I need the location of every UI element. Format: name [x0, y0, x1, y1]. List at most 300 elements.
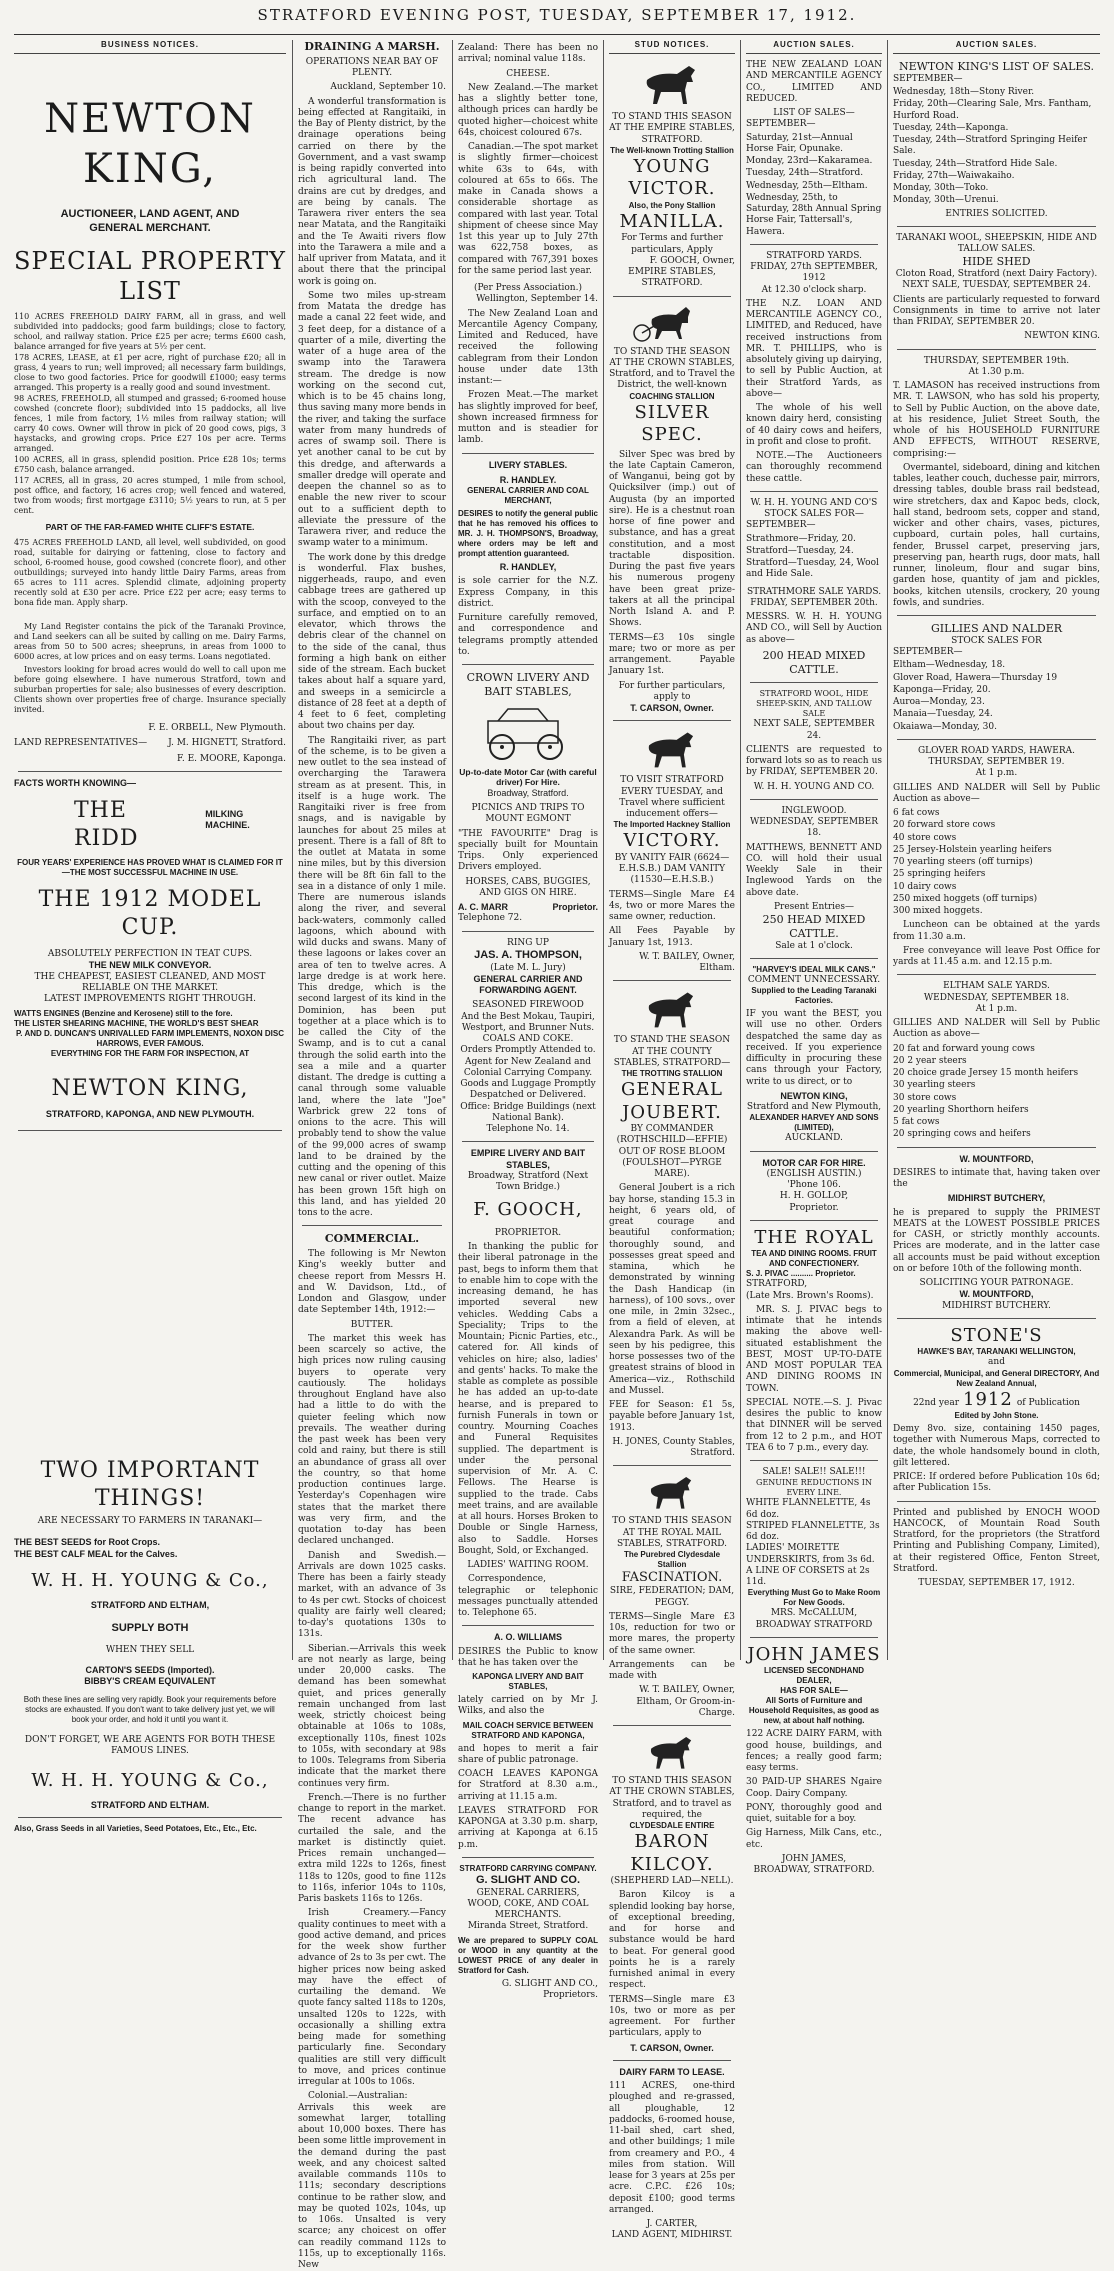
wed18: WEDNESDAY, SEPTEMBER 18. — [749, 817, 879, 839]
horse-icon — [637, 987, 707, 1031]
friday20: FRIDAY, SEPTEMBER 20th. — [750, 597, 878, 608]
column-divider — [603, 40, 604, 1660]
stand-text: TO STAND THE SEASON AT THE COUNTY STABLES, STRATFORD— — [613, 1035, 731, 1068]
cheese-heading: CHEESE. — [506, 68, 550, 79]
four-years-text: FOUR YEARS' EXPERIENCE HAS PROVED WHAT IS CLAIMED FOR IT—THE MOST SUCCESSFUL MACHINE IN USE. — [17, 858, 283, 878]
trotting-text: THE TROTTING STALLION — [621, 1069, 723, 1078]
column-stud-notices — [609, 40, 735, 2241]
column-divider — [452, 40, 453, 1660]
coals-coke: COALS AND COKE. — [482, 1034, 574, 1044]
thursday19b: THURSDAY, SEPTEMBER 19. — [928, 757, 1065, 767]
coach-leaves: COACH LEAVES KAPONGA for Stratford at 8.30 a.m., arriving at 11.15 a.m. — [458, 1769, 598, 1802]
butter-paragraph: Irish Creamery.—Fancy quality continues to meet with a good active demand, and prices for the week show further advance of 2s to 3s per cwt. The higher prices now being asked may have the effect of curtailing the demand. We quote fancy salted 118s to 120s, unsalted 120s to 122s, with occasionally a shilling extra being made for something particularly fine. Secondary qualities are still very difficult to move, and prices continue irregular at 100s to 106s. — [298, 1908, 446, 2087]
seasoned-firewood: SEASONED FIREWOOD — [472, 1000, 584, 1011]
butter-paragraph: The market this week has been scarcely so active, the high prices now ruling causing buyers to operate very cautiously. The holidays throughout England have also had a little to do with the quieter feeling which now prevails. The weather during the past week has been very cold and rainy, but there is still an abundance of grass all over the country, so that home production continues large. Yesterday's Copenhagen wire states that the market there was very firm, and the quotation to-day has been declared unchanged. — [298, 1333, 446, 1547]
marr-row — [458, 902, 598, 913]
lot-item: 20 forward store cows — [893, 820, 996, 831]
goods-text: Goods and Luggage Promptly Despatched or Delivered. — [460, 1079, 596, 1101]
coaching-text: COACHING STALLION — [629, 391, 715, 401]
lot-item: 70 yearling steers (off turnips) — [893, 857, 1033, 867]
dont-forget: DON'T FORGET, WE ARE AGENTS FOR BOTH THESE FAMOUS LINES. — [24, 1735, 276, 1757]
glover-heading: GLOVER ROAD YARDS, HAWERA. — [917, 745, 1076, 756]
fgooch-heading: F. GOOCH, — [473, 1199, 583, 1221]
date-footer: TUESDAY, SEPTEMBER 17, 1912. — [918, 1578, 1075, 1588]
whyoung-heading: W. H. H. YOUNG AND CO'S — [750, 497, 878, 508]
strat-eltham: STRATFORD AND ELTHAM, — [90, 1600, 210, 1611]
article-paragraph: A wonderful transformation is being effected at Rangitaiki, in the Bay of Plenty district, by the drainage operations being carried on there by the Government, and a vast swamp is being rapidly converted into rich agricultural land. The drains are cut by dredges, and are being by canals. The Tarawera river enters the sea near Matata, and the Rangitaiki and the Te Awaiti rivers flow into the Tarawera a mile and a half upriver from Matata, and it about there that the principal work is going on. — [298, 96, 446, 287]
terms-text: For Terms and further particulars, Apply — [621, 233, 723, 255]
clients-text: CLIENTS are requested to forward lots so as to reach us by FRIDAY, SEPTEMBER 20. — [746, 744, 882, 778]
estate-text: 475 ACRES FREEHOLD LAND, all level, well subdivided, on good road, suitable for dairying or fattening, close to factory and school, 6-roomed house, good cowshed (concrete floor), and other outbuildings; surveyed into handy little Dairy Farms, areas from 65 acres to 111 acres. Splendid climate, adjoining property recently sold at £30 per acre. Price £22 per acre; easy terms to bona fide man. Apply sharp. — [14, 538, 286, 608]
supply-both: SUPPLY BOTH — [111, 1621, 189, 1634]
masthead: STRATFORD EVENING POST, TUESDAY, SEPTEMBER 17, 1912. — [257, 6, 857, 24]
lot-item: 10 dairy cows — [893, 881, 957, 892]
dairy-para: 111 ACRES, one-third ploughed and re-grassed, all ploughable, 12 paddocks, 6-roomed house, 11-bail shed, cart shed, and other buildings; 1 mile from creamery and P.O., 4 miles from station. Will lease for 3 years at 25s per acre. C.P.C. £26 10s; deposit £100; good terms arranged. — [609, 2081, 735, 2215]
lister-text: THE LISTER SHEARING MACHINE, THE WORLD'S BEST SHEAR — [14, 1019, 259, 1029]
article-paragraph: Some two miles up-stream from Matata the dredge has made a canal 22 feet wide, and 3 feet deep, for a distance of a quarter of a mile, diverting the water of a huge area of the swamp into the Tarawera stream. The dredge is now working on the second cut, which is to be 45 chains long, thus saving many more bends in the river, and taking the surface water from many hundreds of acres of swamp soil. There is yet another canal to be cut by this dredge, and afterwards a smaller dredge will operate and deepen the channel so as to enable the new river to scour out to a sufficient depth to alleviate the pressure of the Tarawera river, and reduce the swamp water to a minimum. — [298, 290, 446, 549]
messrs-text: MESSRS. W. H. H. YOUNG AND CO., will Sell by Auction as above— — [746, 612, 882, 645]
note-text: NOTE.—The Auctioneers can thoroughly recommend these cattle. — [746, 451, 882, 484]
leaves-strat: LEAVES STRATFORD FOR KAPONGA at 3.30 p.m. sharp, arriving at Kaponga at 6.15 p.m. — [458, 1805, 598, 1850]
thompson-name: JAS. A. THOMPSON, — [474, 948, 582, 961]
sale-list — [746, 534, 882, 581]
column-draining-marsh — [298, 40, 446, 2270]
jj-name: JOHN JAMES, — [781, 1853, 847, 1864]
at1pm2: At 1 p.m. — [975, 1003, 1018, 1014]
commercial-dir: Commercial, Municipal, and General DIRECTORY, And New Zealand Annual, — [893, 1368, 1100, 1388]
lot-item: 20 springing cows and heifers — [893, 1129, 1031, 1140]
september-label: SEPTEMBER— — [746, 520, 816, 531]
butter-paragraph: Colonial.—Australian: Arrivals this week are somewhat larger, totalling about 10,000 boxes. There has been some little improvement in the demand during the past week, and any choicest salted available commands 110s to 111s; secondary descriptions continue to be rather slow, and may be quoted 102s, 104s, up to 106s. Unsalted is very scarce; any choicest on offer can readily command 112s to 115s, up to exceptionally 116s. New — [298, 2091, 446, 2270]
prepared-text: he is prepared to supply the PRIMEST MEATS at the LOWEST POSSIBLE PRICES for CASH, or strictly monthly accounts. Prices are moderate, and in the latter case all accounts must be paid without exception on or before 10th of the following month. — [893, 1207, 1100, 1274]
when-sell: WHEN THEY SELL — [105, 1645, 195, 1656]
sale-item: Wednesday, 25th—Eltham. — [746, 180, 868, 191]
broadway-strat2: BROADWAY, STRATFORD. — [753, 1865, 875, 1875]
commercial-intro: The following is Mr Newton King's weekly butter and cheese report from Messrs H. and W. Davidson, Ltd., of London and Glasgow, under date September 14th, 1912:— — [298, 1249, 446, 1316]
two-things-heading: TWO IMPORTANT THINGS! — [40, 1458, 260, 1511]
desires-notify: DESIRES to notify the general public that he has removed his offices to MR. J. H. THOMPSON'S, Broadway, where orders may be left and prompt attention guaranteed. — [458, 509, 598, 558]
wool-heading: STRATFORD WOOL, HIDE SHEEP-SKIN, AND TALLOW SALE — [756, 689, 872, 719]
sale-item: Tuesday, 24th—Stratford Springing Heifer Sale. — [893, 135, 1088, 157]
ring-up: RING UP — [507, 937, 549, 948]
butter-paragraph: Danish and Swedish.—Arrivals are down 1025 casks. There has been a fairly steady market, with an advance of 3s to 4s per cwt. Stocks of choicest quality are fairly well cleared; to-day's quotations 130s to 131s. — [298, 1550, 446, 1640]
broadway-strat: BROADWAY STRATFORD — [755, 1619, 873, 1630]
spec-para: Silver Spec was bred by the late Captain Cameron, of Wanganui, being got by Quicksilver (imp.) out of Augusta (by an imported sire). He is a chestnut roan horse of fine power and substance, and has a great constitution, and a most tractable disposition. During the past five years his numerous progeny have been great prize-takers at all the principal North Island A. and P. Shows. — [609, 449, 735, 629]
joubert-fee: FEE for Season: £1 5s, payable before January 1st, 1913. — [609, 1400, 735, 1433]
edited-by: Edited by John Stone. — [954, 1411, 1039, 1420]
sale-list — [893, 660, 1100, 733]
butter-paragraph: Siberian.—Arrivals this week are not nearly as large, being under 20,000 casks. The demand has been somewhat quiet, and prices generally remain unchanged from last week, strictly choicest being obtainable at 106s to 108s, exceptionally 110s, finest 102s to 105s, with secondary at 98s to 100s. Telegrams from Siberia indicate that the market there continues very firm. — [298, 1643, 446, 1789]
sale-item: Strathmore—Friday, 20. — [746, 533, 856, 544]
gn-sell: GILLIES AND NALDER will Sell by Public Auction as above— — [893, 782, 1100, 804]
slight-sig: G. SLIGHT AND CO., — [501, 1978, 598, 1989]
carson-owner: T. CARSON, Owner. — [630, 703, 714, 713]
bailey-owner: W. T. BAILEY, Owner, Eltham. — [639, 951, 735, 973]
nk-list-heading: NEWTON KING'S LIST OF SALES. — [898, 60, 1095, 73]
september-label: SEPTEMBER— — [746, 119, 816, 130]
horses-cabs: HORSES, CABS, BUGGIES, AND GIGS ON HIRE. — [465, 876, 591, 898]
gillies-heading: GILLIES AND NALDER — [930, 622, 1063, 635]
manilla-heading: MANILLA. — [619, 210, 725, 232]
sole-carrier: is sole carrier for the N.Z. Express Company, in this district. — [458, 576, 598, 609]
lamason-text: T. LAMASON has received instructions from MR. T. LAWSON, who has sold his property, to Sell by Public Auction, on the above date, at his residence, Juliet Street South, the whole of his HOUSEHOLD FURNITURE AND EFFECTS, WITHOUT RESERVE, comprising:— — [893, 381, 1100, 459]
victory-terms: TERMS—Single Mare £4 4s, two or more Mares the same owner, reduction. — [609, 889, 735, 922]
of-publication: of Publication — [1016, 1397, 1080, 1408]
sale-line: LADIES' MOIRETTE UNDERSKIRTS, from 3s 6d. — [746, 1543, 875, 1565]
furniture-list: Overmantel, sideboard, dining and kitchen tables, leather couch, duchesse pair, mirrors, dressing tables, double brass rail bedstead, wire stretchers, dax and Kapoc beds, clock, hall stand, bedroom sets, copper and stand, wicker and other chairs, vases, pictures, cupboard, curtain poles, hall curtains, fender, Brussel carpet, preserving jars, preserving pan, hearth rugs, door mats, hall runner, linoleum, flour and sugar bins, garden hose, quantity of jam and pickles, books, kitchen utensils, crockery, 20 young fowls, and sundries. — [893, 462, 1100, 608]
sale-heading: SALE! SALE!! SALE!!! — [762, 1467, 866, 1477]
motor-hire: MOTOR CAR FOR HIRE. — [762, 1157, 866, 1168]
sale-item: Tuesday, 24th—Stratford Hide Sale. — [893, 158, 1058, 169]
dairy-lease-heading: DAIRY FARM TO LEASE. — [619, 2066, 725, 2077]
harvey-heading: "HARVEY'S IDEAL MILK CANS." — [752, 964, 876, 974]
stones-heading: STONE'S — [950, 1324, 1043, 1346]
baron-heading: BARON KILCOY. — [630, 1831, 714, 1875]
stock-sales: STOCK SALES FOR— — [764, 509, 864, 519]
wood-coke: WOOD, COKE, AND COAL MERCHANTS. — [467, 1898, 589, 1920]
cheese-paragraph: New Zealand.—The market has a slightly better tone, although prices can hardly be quoted higher—choicest white 64s, choicest coloured 67s. — [458, 82, 598, 138]
article-paragraph: The Rangitaiki river, as part of the scheme, is to be given a new outlet to the sea instead of overcharging the Tarawera stream as at present. This, in itself is a huge work. The Rangitaiki river is free from snags, and is navigable by launches for about 25 miles at present. There is a fall of 8ft to the outlet at Matata in some nine miles, but by this diversion there will be 8ft 6in fall to the sea in a distance of only 1 mile. There are numerous islands along the river, and several back-waters, commonly called lagoons, which abound with wild ducks and swans. Many of these lagoons or lakes cover an area of ten to twelve acres. A large dredge is at work here. This dredge, which is the second largest of its kind in the Dominion, has been put together at a place which is to be called the City of the Swamp, and is to cut a canal through the solid earth into the sea a mile and a quarter distant. The dredge is cutting a canal through some valuable land, where the late "Joe" Warbrick grew 22 tons of onions to the acre. This will probably tend to show the value of the 99,000 acres of swamp land to be drained by the cutting and the opening of this new canal or river outlet. Maize has been grown 15ft high on this land, and has yielded 20 tons to the acre. — [298, 735, 446, 1218]
carson-owner2: T. CARSON, Owner. — [630, 2042, 714, 2053]
shepherd-text: (SHEPHERD LAD—NELL). — [610, 1876, 734, 1886]
harvey-sons: ALEXANDER HARVEY AND SONS (LIMITED), — [749, 1113, 879, 1133]
sale-item: Friday, 27th—Waiwakaiho. — [893, 170, 1015, 181]
handley-name: R. HANDLEY. — [499, 474, 557, 485]
young-victor-heading: YOUNG VICTOR. — [628, 155, 716, 200]
sale-item: Stratford—Tuesday, 24, Wool and Hide Sale. — [746, 558, 879, 580]
frozen-meat-text: Frozen Meat.—The market has slightly improved for beef, shown increased firmness for mutton and is steadier for lamb. — [458, 390, 598, 446]
matthews-text: MATTHEWS, BENNETT AND CO. will hold their usual Weekly Sale in their Inglewood Yards on the above date. — [746, 842, 882, 898]
and-text: and — [988, 1357, 1005, 1368]
sale-item: Manaia—Tuesday, 24. — [893, 709, 993, 720]
locations-text: STRATFORD, KAPONGA, AND NEW PLYMOUTH. — [45, 1108, 255, 1119]
column-commercial-livery — [458, 40, 598, 2000]
present-entries: Present Entries— — [773, 901, 854, 912]
strat-eltham2: STRATFORD AND ELTHAM. — [90, 1800, 210, 1811]
acre122: 122 ACRE DAIRY FARM, with good house, buildings, and fences; a really good farm; easy terms. — [746, 1729, 882, 1773]
late-jury: (Late M. L. Jury) — [490, 962, 566, 973]
at130: At 1.30 p.m. — [968, 366, 1025, 377]
pony-text: Also, the Pony Stallion — [628, 200, 716, 210]
john-james-heading: JOHN JAMES — [747, 1643, 881, 1665]
column-divider — [740, 40, 741, 1660]
stand-text: TO STAND THE SEASON AT THE CROWN STABLES, Stratford, and to Travel the District, the well-known — [609, 346, 735, 391]
sale-item: Friday, 20th—Clearing Sale, Mrs. Fantham, Hurford Road. — [893, 99, 1092, 121]
english-austin: (ENGLISH AUSTIN.) — [766, 1168, 862, 1179]
nk-name: NEWTON KING, — [780, 1090, 848, 1101]
property-item: 110 ACRES FREEHOLD DAIRY FARM, all in grass, and well subdivided into paddocks; good farm buildings; close to factory, school, and railway station. Price £25 per acre; terms £600 cash, balance arranged for five years at 5½ per cent. — [14, 311, 286, 351]
head250: 250 HEAD MIXED CATTLE. — [762, 913, 866, 940]
clydesdale-text: The Purebred Clydesdale Stallion — [623, 1550, 721, 1569]
phone106: 'Phone 106. — [787, 1180, 841, 1190]
mountford-sig: W. MOUNTFORD, — [959, 1289, 1034, 1300]
newton-king-heading: NEWTON KING, — [44, 96, 256, 192]
strat-np: Stratford and New Plymouth, — [746, 1102, 882, 1112]
milking-label: MILKING MACHINE. — [205, 809, 250, 831]
whyoung-heading: W. H. H. YOUNG & Co., — [31, 1569, 269, 1591]
horse-cart-icon — [632, 303, 712, 343]
inglewood: INGLEWOOD. — [781, 805, 847, 816]
lot-item: 6 fat cows — [893, 808, 940, 818]
land-agent: LAND AGENT, MIDHIRST. — [611, 2230, 733, 2241]
draining-title: DRAINING A MARSH. — [304, 40, 440, 53]
midhirst-sig: MIDHIRST BUTCHERY. — [942, 1300, 1051, 1311]
fascination-heading: FASCINATION. — [621, 1570, 723, 1585]
sale-line: STRIPED FLANNELETTE, 3s 6d doz. — [746, 1520, 880, 1542]
nk-sig: NEWTON KING. — [1024, 331, 1100, 342]
entries-solicited: ENTRIES SOLICITED. — [945, 208, 1048, 219]
sale-item: Monday, 23rd—Kakaramea. — [746, 156, 873, 166]
carter-name: J. CARTER, — [646, 2219, 698, 2229]
proprietor-label: Proprietor. — [789, 1202, 839, 1213]
victory-heading: VICTORY. — [623, 830, 721, 852]
silver-spec-heading: SILVER SPEC. — [634, 401, 710, 445]
year-1912: 1912 — [963, 1388, 1013, 1410]
blank-space — [14, 1137, 286, 1457]
column-header: BUSINESS NOTICES. — [14, 40, 286, 54]
comment-text: COMMENT UNNECESSARY. — [747, 974, 881, 985]
conveyance: Free conveyance will leave Post Office for yards at 11.45 a.m. and 12.15 p.m. — [893, 945, 1100, 967]
has-sale: HAS FOR SALE— — [780, 1686, 848, 1696]
visit-text: TO VISIT STRATFORD EVERY TUESDAY, and Travel where sufficient inducement offers— — [619, 775, 725, 819]
sale-list — [893, 87, 1100, 207]
paid-up: 30 PAID-UP SHARES Ngaire Coop. Dairy Company. — [746, 1777, 882, 1799]
victory-by: BY VANITY FAIR (6624—E.H.S.B.) DAM VANITY (11530—E.H.S.B.) — [614, 852, 730, 886]
sale-item: Monday, 30th—Toko. — [893, 183, 989, 193]
hackney-text: The Imported Hackney Stallion — [613, 820, 731, 830]
empire-strat: EMPIRE STABLES, STRATFORD. — [628, 267, 716, 289]
stock-sales: STOCK SALES FOR — [951, 635, 1042, 646]
sale-line: A LINE OF CORSETS at 2s 11d. — [746, 1565, 870, 1587]
hawkes-text: HAWKE'S BAY, TARANAKI WELLINGTON, — [917, 1347, 1076, 1357]
nzloan-heading: THE NEW ZEALAND LOAN AND MERCANTILE AGENCY CO., LIMITED AND REDUCED. — [746, 60, 882, 104]
clients-text: Clients are particularly requested to forward Consignments in time to arrive not later than FRIDAY, SEPTEMBER 20. — [893, 294, 1100, 327]
sale-item: Auroa—Monday, 23. — [893, 697, 985, 707]
cartons-text: CARTON'S SEEDS (Imported). — [85, 1664, 215, 1675]
facts-heading: FACTS WORTH KNOWING— — [14, 777, 136, 788]
proprietor-label2: PROPRIETOR. — [494, 1227, 562, 1238]
sale-item: Wednesday, 25th, to Saturday, 28th Annual Spring Horse Fair, Tattersall's, Hawera. — [746, 192, 882, 237]
wed18: WEDNESDAY, SEPTEMBER 18. — [923, 992, 1070, 1003]
gooch-owner: F. GOOCH, Owner, — [649, 255, 735, 266]
sale-line: WHITE FLANNELETTE, 4s 6d doz. — [746, 1498, 871, 1520]
property-item: 100 ACRES, all in grass, splendid position. Price £28 10s; terms £750 cash, balance arranged. — [14, 454, 286, 474]
mountford-heading: W. MOUNTFORD, — [959, 1153, 1034, 1164]
lot-item: 25 springing heifers — [893, 869, 986, 880]
necessary-text: ARE NECESSARY TO FARMERS IN TARANAKI— — [37, 1516, 263, 1527]
sale-item: Eltham—Wednesday, 18. — [893, 660, 1006, 671]
slight-heading: G. SLIGHT AND CO. — [475, 1873, 581, 1886]
orders-text: Orders Promptly Attended to. — [460, 1045, 596, 1056]
general-carrier: GENERAL CARRIER AND COAL MERCHANT, — [467, 486, 589, 505]
lot-item: 20 choice grade Jersey 15 month heifers — [893, 1068, 1079, 1078]
pony-text: PONY, thoroughly good and quiet, suitable for a boy. — [746, 1802, 882, 1824]
horse-icon — [637, 1472, 707, 1512]
seeds-text: THE BEST SEEDS for Root Crops. — [14, 1537, 161, 1548]
next-sale: NEXT SALE, TUESDAY, SEPTEMBER 24. — [902, 280, 1091, 291]
nk2-heading: NEWTON KING, — [51, 1076, 249, 1102]
draining-subtitle: OPERATIONS NEAR BAY OF PLENTY. — [305, 56, 439, 78]
prepared-text: We are prepared to SUPPLY COAL or WOOD in any quantity at the LOWEST PRICE of any dealer in Stratford for Cash. — [458, 1935, 598, 1975]
next-sale: NEXT SALE, SEPTEMBER 24. — [753, 719, 875, 741]
office-text: Office: Bridge Buildings (next National Bank). — [460, 1101, 596, 1123]
special-note: SPECIAL NOTE.—S. J. Pivac desires the public to know that DINNER will be served from 12 to 2 p.m., and HOT TEA 6 to 7 p.m., every day. — [746, 1397, 882, 1453]
sale-list — [746, 133, 882, 238]
motor-car-text: Up-to-date Motor Car (with careful driver) For Hire. — [459, 766, 597, 788]
thursday19: THURSDAY, SEPTEMBER 19th. — [923, 355, 1070, 366]
cheese-paragraph: Canadian.—The spot market is slightly firmer—choicest white 63s to 64s, with coloured at 65s to 66s. The make in Canada shows a considerable shortage as compared with last year. Total shipment of cheese since May 1st this year up to July 27th was 622,758 boxes, as compared with 767,391 boxes for the same period last year. — [458, 142, 598, 276]
eltham-list — [893, 1044, 1100, 1141]
desires-text: DESIRES to intimate that, having taken over the — [893, 1167, 1100, 1189]
head200: 200 HEAD MIXED CATTLE. — [762, 648, 866, 676]
price-text: PRICE: If ordered before Publication 10s 6d; after Publication 15s. — [893, 1472, 1100, 1494]
next-bridge: Broadway, Stratford (Next Town Bridge.) — [467, 1170, 589, 1192]
lot-item: 20 fat and forward young cows — [893, 1043, 1035, 1054]
model-cup-heading: THE 1912 MODEL CUP. — [38, 887, 262, 940]
column-header: STUD NOTICES. — [609, 40, 735, 54]
jones-sig: H. JONES, County Stables, Stratford. — [612, 1436, 735, 1458]
lot-item: 300 mixed hoggets. — [893, 906, 983, 916]
pivac-name: S. J. PIVAC .......... Proprietor. — [746, 1269, 856, 1279]
column-header: AUCTION SALES. — [746, 40, 882, 54]
column-auction-sales-2 — [893, 40, 1100, 1662]
luncheon: Luncheon can be obtained at the yards from 11.30 a.m. — [893, 920, 1100, 942]
joubert-para: General Joubert is a rich bay horse, standing 15.3 in height, 6 years old, of great courage and beautiful conformation; thoroughly sound, and possesses great speed and stamina, which he demonstrated by winning the Dash Handicap (in harness), of 100 sovs., over one mile, in 2min 32sec., from a field of eleven, at Alexandra Park. As will be seen by his pedigree, this horse possesses two of the greatest strains of blood in America—viz., Rothschild and Mussel. — [609, 1183, 735, 1396]
wellknown-text: The Well-known Trotting Stallion — [610, 145, 734, 155]
bailey-owner2: W. T. BAILEY, Owner, Eltham, Or Groom-in-Charge. — [636, 1685, 735, 1718]
favourite-text: "THE FAVOURITE" Drag is specially built for Mountain Trips. Only experienced Drivers employed. — [458, 828, 598, 873]
livery-header: LIVERY STABLES. — [488, 459, 568, 470]
lot-item: 250 mixed hoggets (off turnips) — [893, 893, 1038, 904]
desires-public: DESIRES the Public to know that he has taken over the — [458, 1646, 598, 1668]
lot-item: 20 2 year steers — [893, 1055, 967, 1066]
sale-item: Okaiawa—Monday, 30. — [893, 721, 997, 732]
strathmore-heading: STRATHMORE SALE YARDS. — [746, 586, 882, 597]
handley-name2: R. HANDLEY, — [499, 562, 557, 572]
lot-item: 25 Jersey-Holstein yearling heifers — [893, 844, 1052, 855]
telephone-14: Telephone No. 14. — [486, 1124, 570, 1134]
spec-terms: TERMS—£3 10s single mare; two or more as per arrangement. Payable January 1st. — [609, 632, 735, 677]
fasc-terms: TERMS—Single Mare £3 10s, reduction for two or more mares, the property of the same owner. — [609, 1611, 735, 1656]
horse-icon — [637, 60, 707, 108]
glover-list — [893, 808, 1100, 917]
whyoung-co: W. H. H. YOUNG AND CO. — [753, 781, 875, 792]
stand-text: TO STAND THIS SEASON AT THE EMPIRE STABLES, STRATFORD. — [609, 112, 735, 145]
arrangements-text: Arrangements can be made with — [609, 1659, 735, 1681]
property-list — [14, 312, 286, 516]
printed-text: Printed and published by ENOCH WOOD HANCOCK, of Mountain Road South Stratford, for the proprietors (the Stratford Printing and Publishing Company, Limited), at their registered Office, Fenton Street, Stratford. — [893, 1507, 1100, 1574]
everything-go: Everything Must Go to Make Room For New Goods. — [747, 1588, 881, 1608]
soliciting: SOLICITING YOUR PATRONAGE. — [919, 1278, 1074, 1288]
register-text: My Land Register contains the pick of the Taranaki Province, and Land seekers can all be suited by calling on me. Dairy Farms, areas from 50 to 500 acres; sheepruns, in areas from 1000 to 6000 acres, at low prices and on easy terms. Loans negotiated. — [14, 622, 286, 662]
ladies-waiting: LADIES' WAITING ROOM. — [467, 1560, 589, 1570]
lot-item: 30 store cows — [893, 1092, 957, 1103]
auckland: AUCKLAND. — [785, 1133, 843, 1144]
lot-item: 40 store cows — [893, 832, 957, 843]
hide-shed: HIDE SHED — [962, 255, 1031, 269]
motor-car-icon — [468, 703, 588, 763]
whyoung2-heading: W. H. H. YOUNG & Co., — [31, 1769, 269, 1791]
late-brown: (Late Mrs. Brown's Rooms). — [746, 1290, 874, 1301]
kaponga-livery: KAPONGA LIVERY AND BAIT STABLES, — [472, 1672, 584, 1691]
clyde-entire: CLYDESDALE ENTIRE — [629, 1821, 715, 1830]
horse-icon — [637, 1732, 707, 1772]
at1230: At 12.30 o'clock sharp. — [761, 284, 867, 295]
best-mokau: And the Best Mokau, Taupiri, Westport, and Brunner Nuts. — [461, 1011, 595, 1033]
friday27: FRIDAY, 27th SEPTEMBER, 1912 — [750, 262, 878, 284]
all-sorts: All Sorts of Furniture and Household Requisites, as good as new, at about half nothing. — [748, 1696, 880, 1726]
september-label: SEPTEMBER— — [893, 647, 963, 657]
moore-sig: F. E. MOORE, Kaponga. — [177, 753, 286, 764]
property-item: 98 ACRES, FREEHOLD, all stumped and grassed; 6-roomed house cowshed (concrete floor); subdivided into 15 paddocks, all live fences, 1 mile from factory, 1½ miles from railway station; will carry 40 cows. Owner will throw in pick of 20 good cows, pigs, 3 haystacks, and growing crops. Price £27 10s per acre. Terms arranged. — [14, 393, 286, 453]
stand-text: TO STAND THIS SEASON AT THE ROYAL MAIL STABLES, STRATFORD. — [612, 1516, 732, 1549]
masthead-rule — [14, 34, 1100, 35]
cheese-paragraph: Zealand: There has been no arrival; nominal value 118s. — [458, 43, 598, 65]
sire-text: SIRE, FEDERATION; DAM, PEGGY. — [609, 1586, 735, 1608]
thanking-text: In thanking the public for their liberal patronage in the past, begs to inform them that to enable him to cope with the increasing demand, he has imported several new vehicles. Wedding Cabs a Speciality; Trips to the Mountain; Picnic Parties, etc., catered for. All kinds of vehicles on hire; also, ladies' and gents' hacks. To make the stable as complete as possible he has added an up-to-date hearse, and is prepared to furnish Funerals in town or country. Mourning Coaches and Funeral Requisites supplied. The department is under the personal supervision of Mr. A. C. Fellows. The Hearse is supplied to the trade. Cabs meet trains, and are available at all hours. Horses Broken to Double or Single Harness, also to Saddle. Horses Bought, Sold, or Exchanged. — [458, 1242, 598, 1556]
wellington-dateline: Wellington, September 14. — [476, 294, 598, 305]
proprietor-label: Proprietor. — [552, 902, 598, 912]
nz-loan-text: The New Zealand Loan and Mercantile Agency Company, Limited and Reduced, have received the following cablegram from their London house under date 13th instant:— — [458, 308, 598, 386]
both-lines-text: Both these lines are selling very rapidly. Book your requirements before stocks are exhausted. If you don't want to take delivery just yet, we will book your order, and hold it until you want it. — [23, 1695, 277, 1725]
aowilliams-name: A. O. WILLIAMS — [494, 1632, 562, 1643]
land-reps — [14, 738, 286, 749]
gig-text: Gig Harness, Milk Cans, etc., etc. — [746, 1828, 882, 1850]
subtitle: AUCTIONEER, LAND AGENT, AND GENERAL MERCHANT. — [60, 208, 240, 234]
sale1: Sale at 1 o'clock. — [775, 940, 853, 951]
royal-heading: THE ROYAL — [754, 1226, 874, 1248]
and-hopes: and hopes to merit a fair share of public patronage. — [458, 1743, 598, 1765]
sale-item: Tuesday, 24th—Stratford. — [746, 168, 864, 179]
genuine-reductions: GENUINE REDUCTIONS IN EVERY LINE. — [756, 1478, 872, 1498]
column-divider — [887, 40, 888, 1660]
further-text: For further particulars, apply to — [618, 680, 726, 702]
column-business-notices — [14, 40, 286, 1834]
sale-item: Glover Road, Hawera—Thursday 19 — [893, 672, 1058, 683]
lately-text: lately carried on by Mr J. Wilks, and also the — [458, 1695, 598, 1717]
hignett-sig: J. M. HIGNETT, Stratford. — [168, 738, 286, 749]
horse-icon — [637, 727, 707, 771]
general-forwarding: GENERAL CARRIER AND FORWARDING AGENT. — [473, 973, 583, 995]
duncan-text: P. AND D. DUNCAN'S UNRIVALLED FARM IMPLEMENTS, NOXON DISC HARROWS, EVER FAMOUS. — [16, 1029, 284, 1049]
calf-meal-text: THE BEST CALF MEAL for the Calves. — [14, 1548, 178, 1559]
proprietors-label: Proprietors. — [543, 1989, 598, 2000]
mccallum: MRS. McCALLUM, — [770, 1608, 858, 1619]
property-item: 117 ACRES, all in grass, 20 acres stumped, 1 mile from school, post office, and factory, 16 acres crop; well fenced and watered, two from woods; first mortgage £3110; 5½ years to run, at 5 per cent. — [14, 475, 286, 515]
agent-nz: Agent for New Zealand and Colonial Carrying Company. — [463, 1056, 593, 1078]
telephone-72: Telephone 72. — [458, 913, 523, 924]
september-label: SEPTEMBER— — [893, 73, 963, 84]
list-sales: LIST OF SALES— — [773, 108, 855, 118]
baron-terms: TERMS—Single mare £3 10s, two or more as per agreement. For further particulars, apply to — [609, 1994, 735, 2039]
eltham-heading: ELTHAM SALE YARDS. — [943, 981, 1050, 992]
bibbys-text: BIBBY'S CREAM EQUIVALENT — [84, 1675, 216, 1686]
butter-heading: BUTTER. — [350, 1319, 394, 1330]
column-auction-sales-1 — [746, 40, 882, 1875]
midhirst-butchery: MIDHIRST BUTCHERY, — [947, 1193, 1046, 1204]
at1pm: At 1 p.m. — [975, 768, 1018, 779]
taranaki-wool: TARANAKI WOOL, SHEEPSKIN, HIDE AND TALLOW SALES. — [896, 232, 1097, 254]
property-item: 178 ACRES, LEASE, at £1 per acre, right of purchase £20; all in grass, 4 years to run; well improved; all necessary farm buildings, close to two good factories. Price for goodwill £1000; easy terms arranged. This property is a really good and sound investment. — [14, 352, 286, 392]
strat-carrying: STRATFORD CARRYING COMPANY. — [459, 1863, 597, 1873]
column-header: AUCTION SALES. — [893, 40, 1100, 54]
mail-coach: MAIL COACH SERVICE BETWEEN STRATFORD AND KAPONGA, — [462, 1720, 594, 1740]
ridd-row — [74, 797, 286, 852]
nzloan2-text: THE N.Z. LOAN AND MERCANTILE AGENCY CO., LIMITED, and Reduced, have received instructions from MR. T. PHILLIPS, who is absolutely giving up dairying, to sell by Public Auction, at their Stratford Yards, as above— — [746, 298, 882, 399]
tea-dining: TEA AND DINING ROOMS. FRUIT AND CONFECTIONERY. — [751, 1249, 877, 1269]
column-divider — [292, 40, 293, 1660]
sale-item: Kaponga—Friday, 20. — [893, 684, 991, 695]
